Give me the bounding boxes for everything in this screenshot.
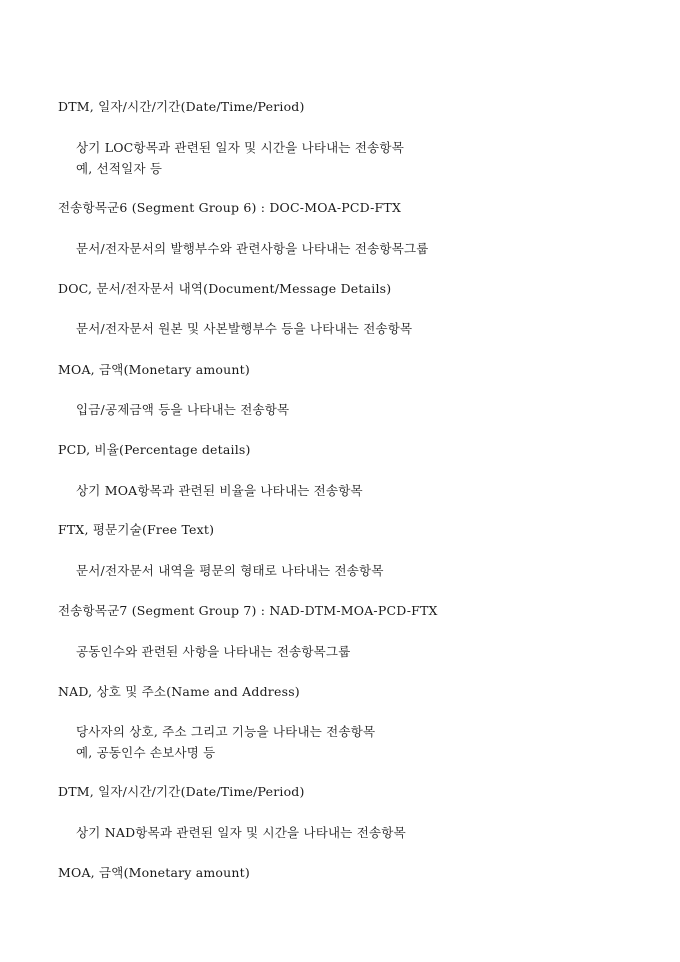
segment-group-description: 문서/전자문서의 발행부수와 관련사항을 나타내는 전송항목그룹	[76, 241, 429, 256]
segment-heading-dtm: DTM, 일자/시간/기간(Date/Time/Period)	[58, 99, 305, 114]
segment-description: 상기 NAD항목과 관련된 일자 및 시간을 나타내는 전송항목	[76, 825, 406, 840]
segment-description: 문서/전자문서 내역을 평문의 형태로 나타내는 전송항목	[76, 563, 384, 578]
segment-description: 상기 LOC항목과 관련된 일자 및 시간을 나타내는 전송항목	[76, 140, 404, 155]
segment-description: 당사자의 상호, 주소 그리고 기능을 나타내는 전송항목	[76, 724, 376, 739]
segment-heading-pcd: PCD, 비율(Percentage details)	[58, 442, 251, 457]
segment-heading-doc: DOC, 문서/전자문서 내역(Document/Message Details)	[58, 281, 392, 296]
segment-heading-ftx: FTX, 평문기술(Free Text)	[58, 522, 215, 537]
segment-group-description: 공동인수와 관련된 사항을 나타내는 전송항목그룹	[76, 644, 351, 659]
segment-example: 예, 공동인수 손보사명 등	[76, 745, 216, 760]
segment-heading-nad: NAD, 상호 및 주소(Name and Address)	[58, 684, 300, 699]
segment-description: 입금/공제금액 등을 나타내는 전송항목	[76, 402, 290, 417]
segment-heading-moa: MOA, 금액(Monetary amount)	[58, 362, 250, 377]
segment-heading-dtm: DTM, 일자/시간/기간(Date/Time/Period)	[58, 784, 305, 799]
segment-description: 문서/전자문서 원본 및 사본발행부수 등을 나타내는 전송항목	[76, 321, 413, 336]
segment-group-heading-7: 전송항목군7 (Segment Group 7) : NAD-DTM-MOA-PCD-FTX	[58, 603, 438, 618]
segment-description: 상기 MOA항목과 관련된 비율을 나타내는 전송항목	[76, 483, 363, 498]
segment-heading-moa: MOA, 금액(Monetary amount)	[58, 865, 250, 880]
segment-example: 예, 선적일자 등	[76, 161, 163, 176]
segment-group-heading-6: 전송항목군6 (Segment Group 6) : DOC-MOA-PCD-FTX	[58, 200, 402, 215]
